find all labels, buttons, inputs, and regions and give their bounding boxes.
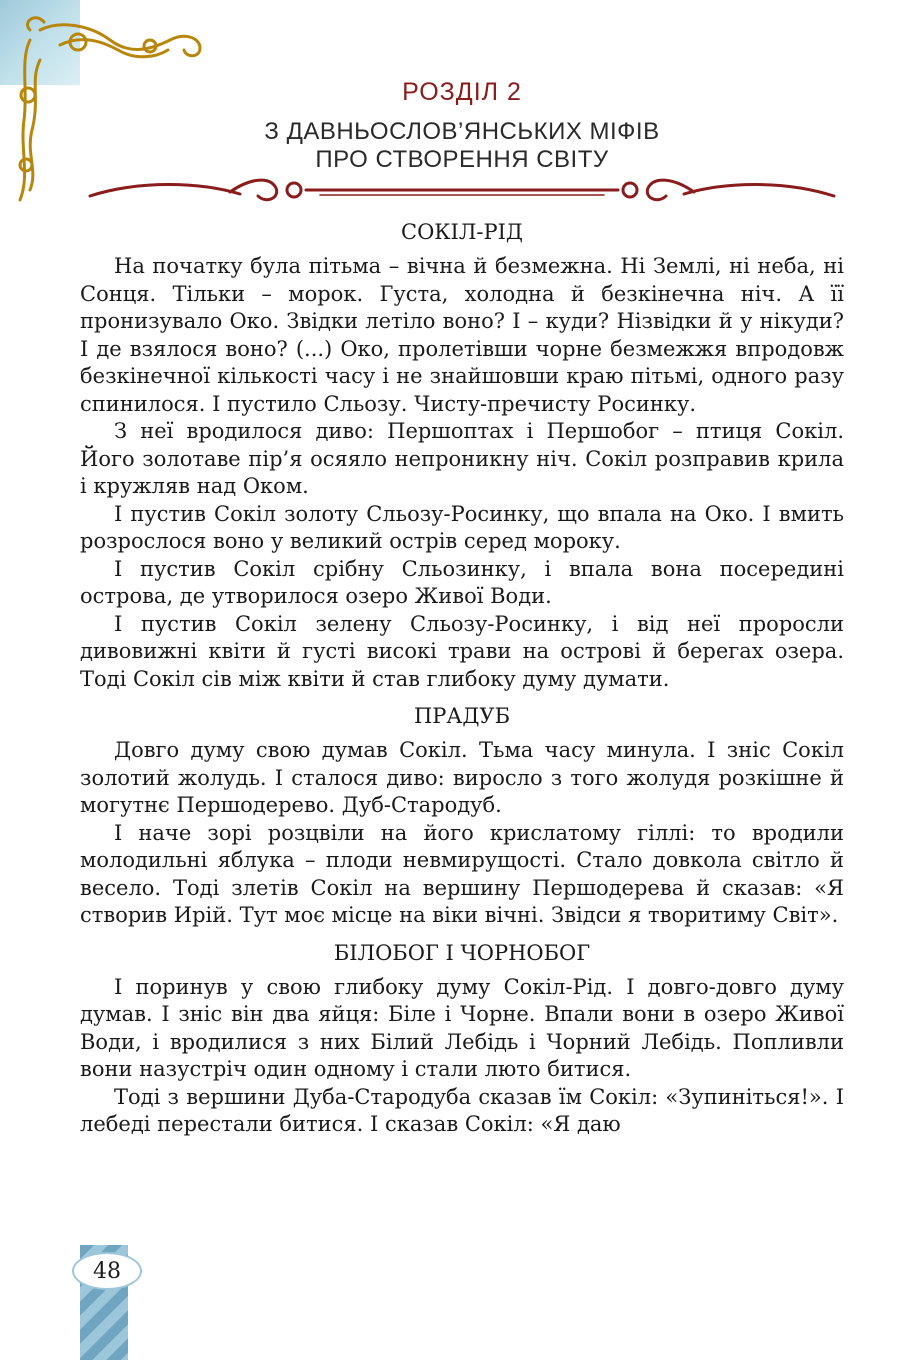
chapter-title bbox=[80, 118, 844, 174]
paragraph: І пустив Сокіл срібну Сльозинку, і впала вона посередині острова, де утворилося озеро Живої Води. bbox=[80, 556, 844, 608]
paragraph: І пустив Сокіл золоту Сльозу-Росинку, що впала на Око. І вмить розрослося воно у великий острів серед мороку. bbox=[80, 501, 844, 553]
chapter-title-line-2: ПРО СТВОРЕННЯ СВІТУ bbox=[315, 146, 609, 173]
section-title: ПРАДУБ bbox=[413, 704, 511, 728]
paragraph: І пустив Сокіл зелену Сльозу-Росинку, і від неї проросли дивовижні квіти й густі високі трави на острові й берегах озера. Тоді Сокіл сів між квіти й став глибоку думу думати. bbox=[80, 611, 844, 691]
paragraph: З неї вродилося диво: Першоптах і Першобог – птиця Сокіл. Його золотаве пір’я осяяло непроникну ніч. Сокіл розправив крила і кружляв над Оком. bbox=[80, 419, 844, 498]
paragraph: На початку була пітьма – вічна й безмежна. Ні Землі, ні неба, ні Сонця. Тільки – морок. Густа, холодна й безкінечна ніч. А її пронизувало Око. Звідки летіло воно? І – куди? Нізвідки й у нікуди? І де взялося воно? (...) Око, пролетівши чорне безмежжя впродовж безкінечної кількості часу і не знайшовши краю пітьмі, одного разу спинилося. І пустило Сльозу. Чисту-пречисту Росинку. bbox=[80, 254, 844, 416]
page-number: 48 bbox=[72, 1252, 142, 1290]
section-title: БІЛОБОГ І ЧОРНОБОГ bbox=[333, 940, 591, 965]
paragraph: І поринув у свою глибоку думу Сокіл-Рід. І довго-довго думу думав. І зніс він два яйця: Біле і Чорне. Впали вони в озеро Живої Води, і вродилися з них Білий Лебідь і Чорний Лебідь. Попливли вони назустріч один одному і стали люто битися. bbox=[80, 974, 844, 1081]
chapter-title-line-1: З ДАВНЬОСЛОВ’ЯНСЬКИХ МІФІВ bbox=[264, 118, 660, 145]
divider-ornament-icon bbox=[80, 170, 844, 212]
section-title: СОКІЛ-РІД bbox=[401, 220, 523, 244]
paragraph: Тоді з вершини Дуба-Стародуба сказав їм Сокіл: «Зупиніться!». І лебеді перестали битися. І сказав Сокіл: «Я даю bbox=[80, 1084, 844, 1136]
paragraph: Довго думу свою думав Сокіл. Тьма часу минула. І зніс Сокіл золотий жолудь. І сталося диво: виросло з того жолудя розкішне й могутнє Першодерево. Дуб-Стародуб. bbox=[80, 738, 844, 817]
page-content bbox=[80, 215, 844, 1139]
chapter-label: РОЗДІЛ 2 bbox=[402, 78, 522, 106]
paragraph: І наче зорі розцвіли на його крислатому гіллі: то вродили молодильні яблука – плоди невмирущості. Стало довкола світло й весело. Тоді злетів Сокіл на вершину Першодерева й сказав: «Я створив Ирій. Тут моє місце на віки вічні. Звідси я творитиму Світ». bbox=[80, 820, 844, 927]
